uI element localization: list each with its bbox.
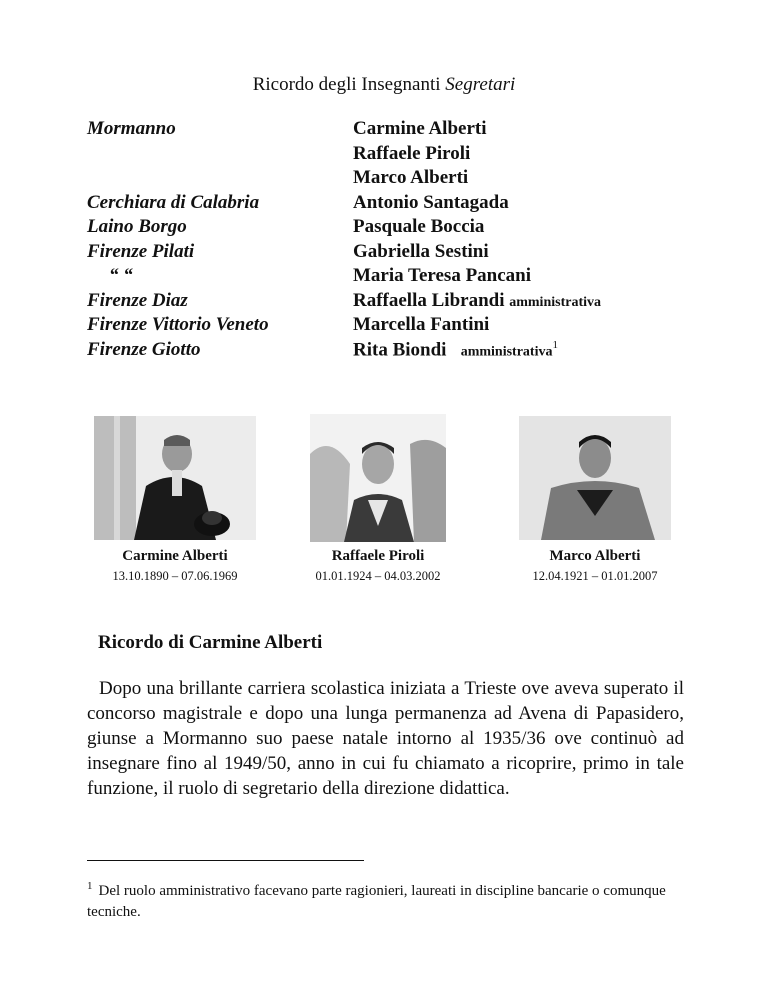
- footnote-ref: 1: [552, 338, 558, 351]
- teacher-name: Maria Teresa Pancani: [353, 265, 532, 286]
- photo-name: Carmine Alberti: [122, 548, 228, 564]
- list-item: [87, 216, 707, 241]
- footnote-text: Del ruolo amministrativo facevano parte ragionieri, laureati in discipline bancarie o comunque tecniche.: [87, 883, 666, 920]
- list-item: [87, 118, 707, 143]
- portrait-photo-marco: [519, 416, 671, 540]
- list-item: [87, 143, 707, 168]
- teacher-name: Marcella Fantini: [353, 314, 490, 335]
- list-item: [87, 314, 707, 339]
- school-place: Firenze Giotto: [87, 338, 201, 360]
- title-italic: Segretari: [445, 74, 516, 95]
- school-place: Cerchiara di Calabria: [87, 191, 260, 213]
- list-item: [87, 167, 707, 192]
- footnote-divider: [87, 860, 364, 861]
- photo-name: Raffaele Piroli: [331, 548, 425, 564]
- photo-dates: 13.10.1890 – 07.06.1969: [112, 569, 238, 583]
- teacher-name: Gabriella Sestini: [353, 240, 489, 262]
- portrait-photo-raffaele: [310, 414, 446, 542]
- teacher-name: Marco Alberti: [353, 167, 469, 188]
- teacher-name: Raffaele Piroli: [353, 142, 471, 164]
- school-place: Mormanno: [87, 118, 176, 139]
- teacher-name: Raffaella Librandi amministrativa: [353, 289, 601, 311]
- list-item: [87, 241, 707, 266]
- photo-name: Marco Alberti: [549, 548, 641, 564]
- school-place: Firenze Diaz: [87, 289, 188, 311]
- school-place: Firenze Pilati: [87, 240, 195, 262]
- school-place: Laino Borgo: [87, 216, 187, 237]
- photo-dates: 12.04.1921 – 01.01.2007: [532, 569, 658, 583]
- portrait-photo-carmine: [94, 416, 256, 540]
- teacher-name: Rita Biondi amministrativa$^1$: [353, 338, 558, 360]
- list-item: [87, 339, 707, 364]
- school-place: “ “: [109, 265, 133, 286]
- footnote: [87, 876, 697, 923]
- paragraph-text: Dopo una brillante carriera scolastica iniziata a Trieste ove aveva superato il concorso magistrale e dopo una lunga permanenza ad Avena di Papasidero, giunse a Mormanno suo paese natale intorno al 1935/36 ove continuò ad insegnare fino al 1949/50, anno in cui fu chiamato a ricoprire, primo in tale funzione, il ruolo di segretario della direzione didattica.: [87, 678, 684, 799]
- list-item: [87, 265, 707, 290]
- list-item: [87, 290, 707, 315]
- teacher-name: Antonio Santagada: [353, 191, 509, 213]
- photo-caption: [84, 548, 266, 584]
- school-place: Firenze Vittorio Veneto: [87, 314, 269, 335]
- footnote-mark: 1: [87, 880, 93, 892]
- section-heading: Ricordo di Carmine Alberti: [98, 632, 323, 653]
- role-label: amministrativa: [460, 343, 553, 359]
- teacher-name: Carmine Alberti: [353, 118, 487, 139]
- title-main: Ricordo degli Insegnanti: [252, 74, 441, 95]
- photo-caption: [288, 548, 468, 584]
- body-paragraph: [87, 676, 684, 801]
- role-label: amministrativa: [509, 294, 601, 310]
- photo-caption: [495, 548, 695, 584]
- teacher-name: Pasquale Boccia: [353, 216, 485, 237]
- list-item: [87, 192, 707, 217]
- photo-dates: 01.01.1924 – 04.03.2002: [315, 569, 441, 583]
- teacher-list: [87, 118, 707, 363]
- page-title: [0, 74, 768, 96]
